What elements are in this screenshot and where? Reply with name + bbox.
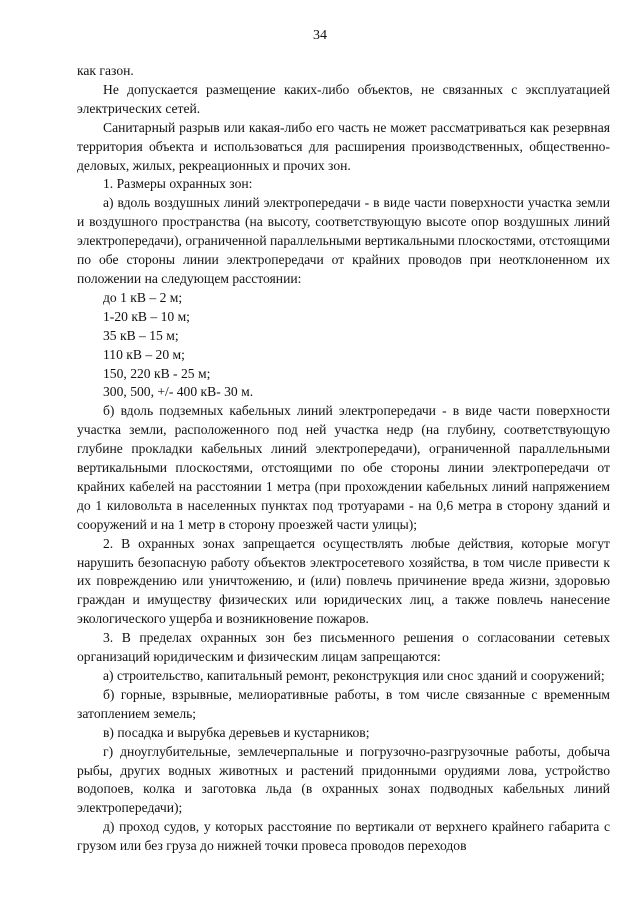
- list-item: 150, 220 кВ - 25 м;: [103, 365, 211, 381]
- list-item: 35 кВ – 15 м;: [103, 327, 179, 343]
- paragraph: г) дноуглубительные, землечерпальные и погрузочно-разгрузочные работы, добыча рыбы, других водных животных и растений придонными орудиями лова, устройство водопоев, колка и заготовка льда (в охранных зонах подводных кабельных линий электропередачи);: [77, 743, 610, 816]
- paragraph: 1. Размеры охранных зон:: [103, 176, 253, 192]
- paragraph: д) проход судов, у которых расстояние по вертикали от верхнего крайнего габарита с грузом или без груза до нижней точки провеса проводов переходов: [77, 819, 610, 854]
- paragraph: б) вдоль подземных кабельных линий электропередачи - в виде части поверхности участка земли, расположенного под ней участка недр (на глубину, соответствующую глубине прокладки кабельных линий электропередачи), ограниченной параллельными вертикальными плоскостями, отстоящими по обе стороны линии электропередачи от крайних кабелей на расстоянии 1 метра (при прохождении кабельных линий напряжением до 1 киловольта в населенных пунктах под тротуарами - на 0,6 метра в сторону зданий и сооружений и на 1 метр в сторону проезжей части улицы);: [77, 403, 610, 532]
- paragraph: как газон.: [77, 63, 134, 78]
- paragraph: 3. В пределах охранных зон без письменного решения о согласовании сетевых организаций юридическим и физическим лицам запрещаются:: [77, 630, 610, 665]
- paragraph: в) посадка и вырубка деревьев и кустарников;: [103, 724, 370, 740]
- paragraph: Санитарный разрыв или какая-либо его часть не может рассматриваться как резервная территория объекта и использоваться для расширения производственных, общественно-деловых, жилых, рекреационных и прочих зон.: [77, 119, 610, 173]
- list-item: 110 кВ – 20 м;: [103, 346, 185, 362]
- page-number: 34: [313, 28, 327, 43]
- document-body: [77, 62, 610, 856]
- paragraph: Не допускается размещение каких-либо объектов, не связанных с эксплуатацией электрических сетей.: [77, 81, 610, 116]
- list-item: 300, 500, +/- 400 кВ- 30 м.: [103, 384, 254, 400]
- paragraph: а) строительство, капитальный ремонт, реконструкция или снос зданий и сооружений;: [103, 668, 605, 683]
- paragraph: б) горные, взрывные, мелиоративные работы, в том числе связанные с временным затоплением земель;: [77, 686, 610, 721]
- list-item: до 1 кВ – 2 м;: [103, 289, 183, 305]
- list-item: 1-20 кВ – 10 м;: [103, 308, 190, 324]
- paragraph: а) вдоль воздушных линий электропередачи - в виде части поверхности участка земли и воздушного пространства (на высоту, соответствующую высоте опор воздушных линий электропередачи), ограниченной параллельными вертикальными плоскостями, отстоящими по обе стороны линии электропередачи от крайних проводов при неотклоненном их положении на следующем расстоянии:: [77, 195, 610, 286]
- paragraph: 2. В охранных зонах запрещается осуществлять любые действия, которые могут нарушить безопасную работу объектов электросетевого хозяйства, в том числе привести к их повреждению или уничтожению, и (или) повлечь причинение вреда жизни, здоровью граждан и имуществу физических или юридических лиц, а также повлечь нанесение экологического ущерба и возникновение пожаров.: [77, 535, 610, 627]
